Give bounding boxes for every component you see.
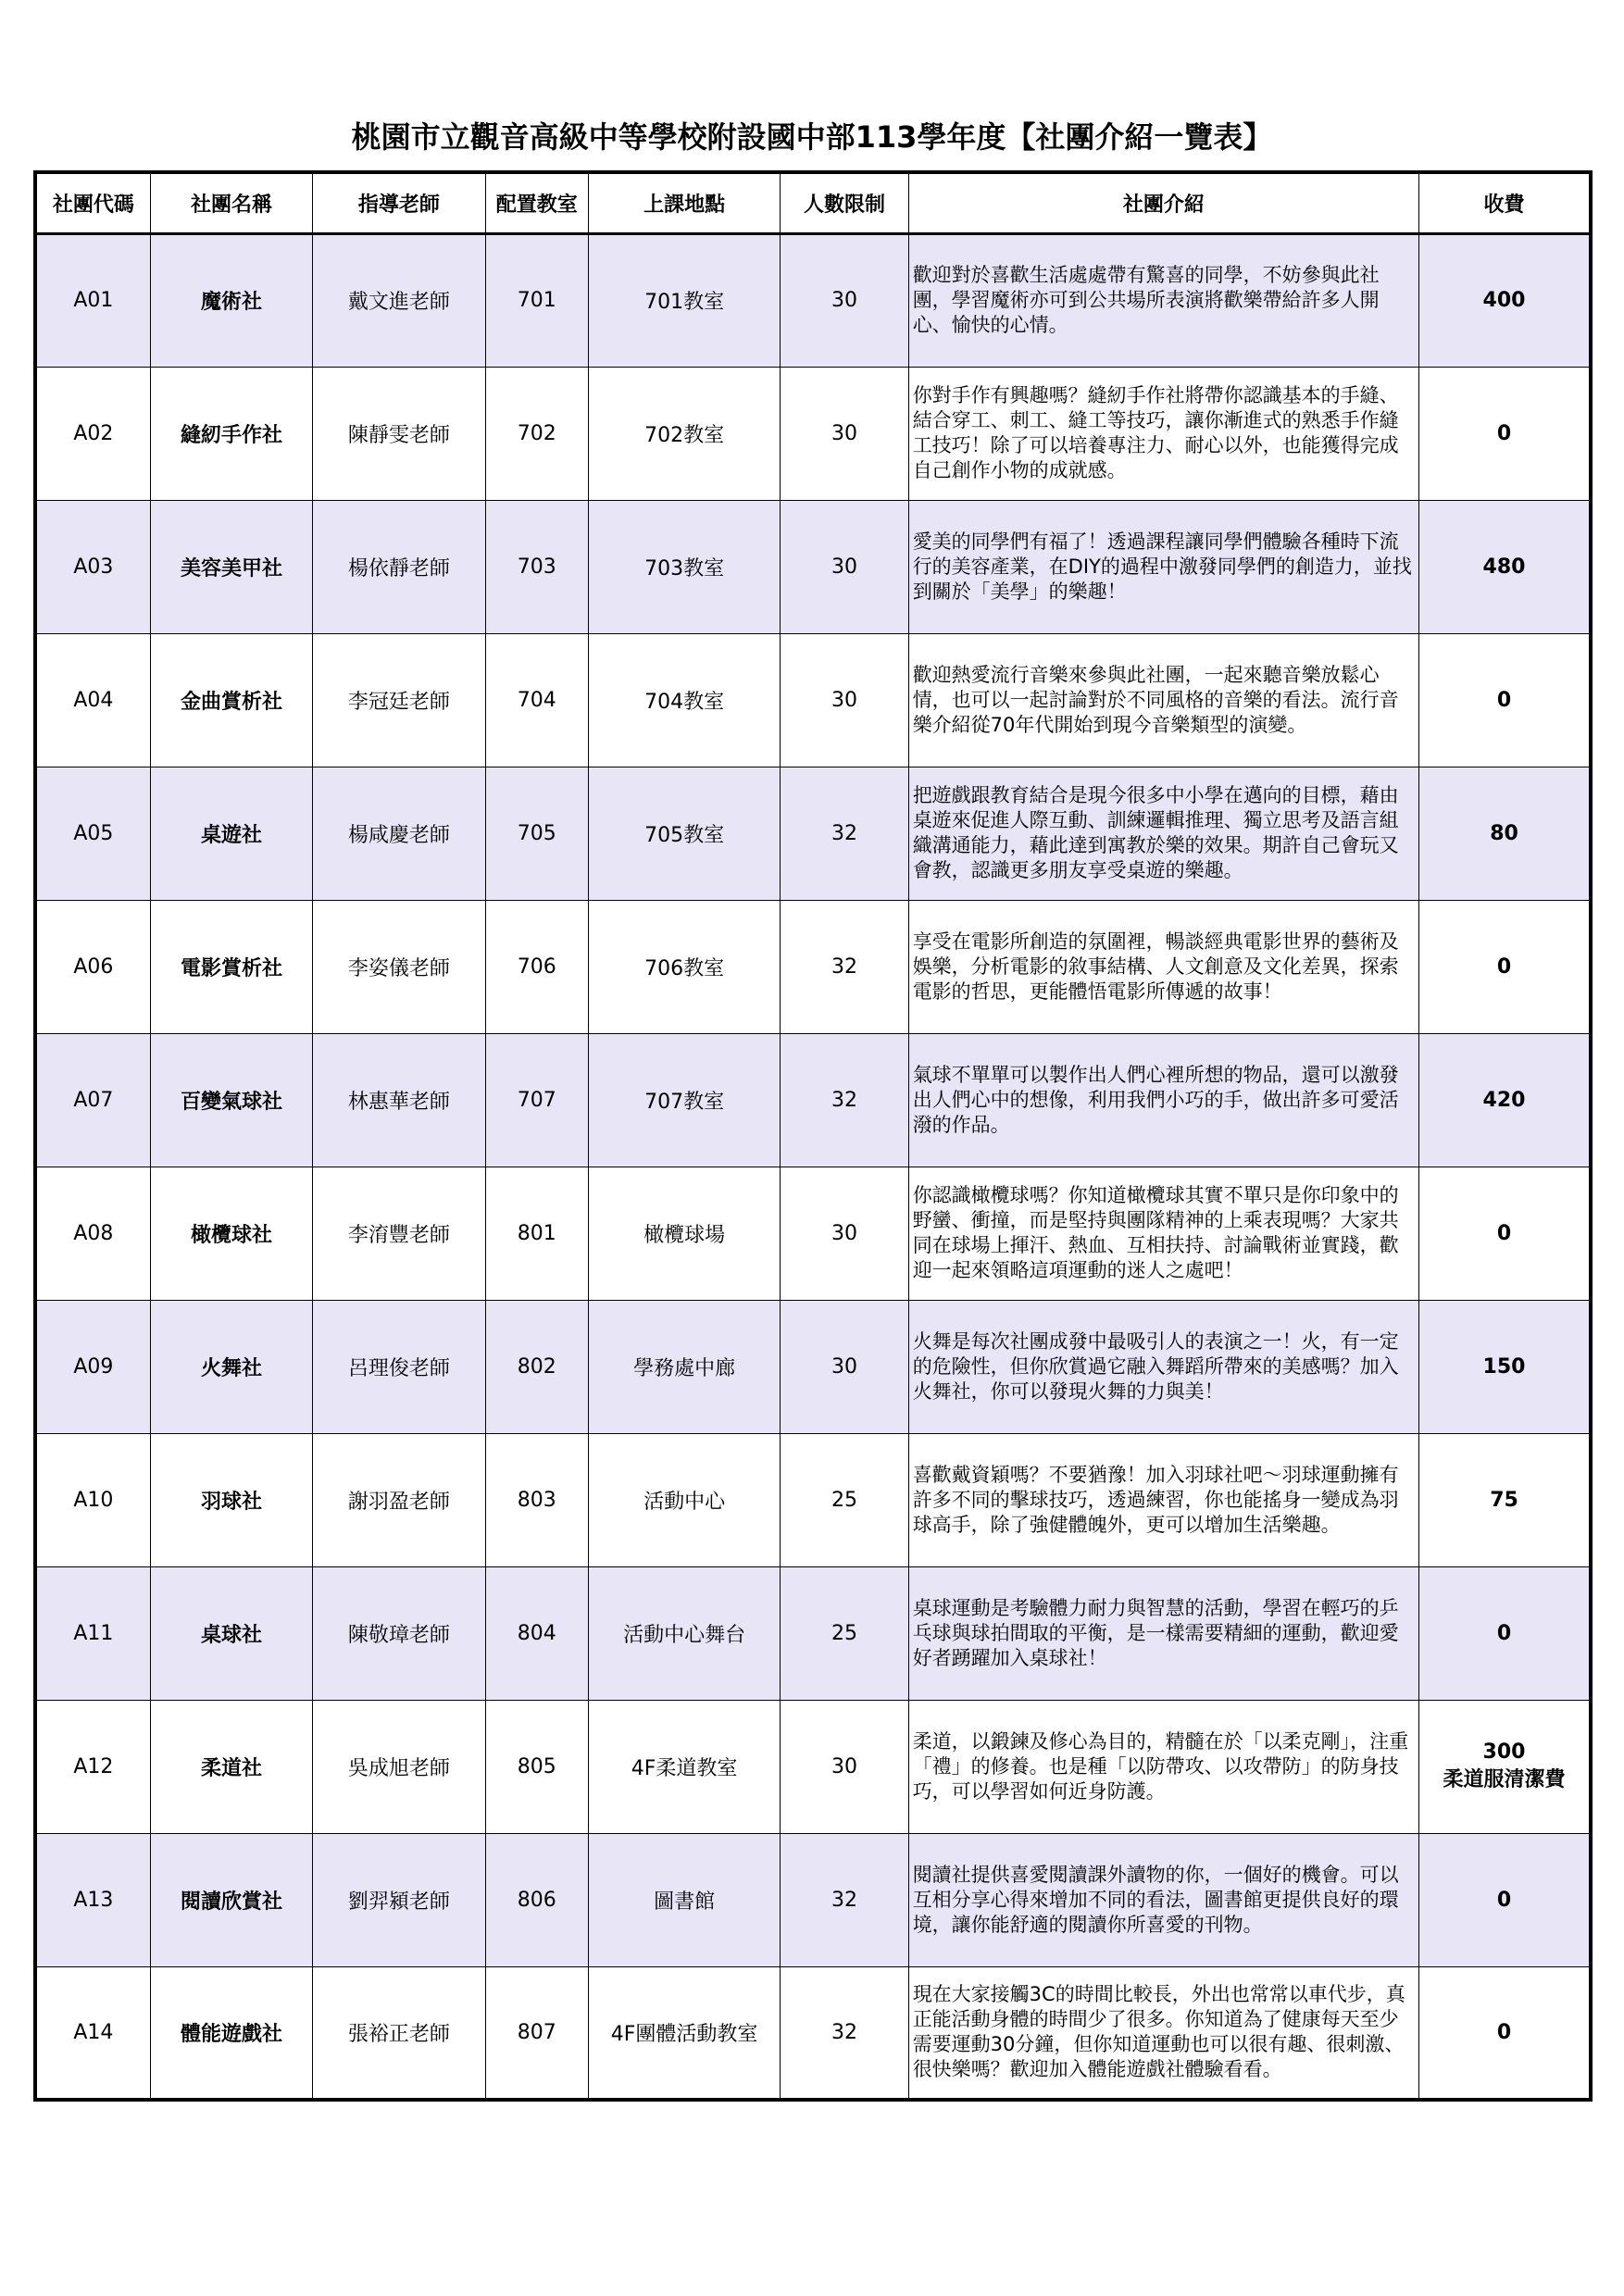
club-location: 701教室: [588, 233, 780, 367]
club-location: 學務處中廊: [588, 1300, 780, 1433]
club-name: 閱讀欣賞社: [150, 1833, 312, 1966]
club-code: A04: [35, 633, 150, 767]
club-code: A08: [35, 1167, 150, 1300]
club-fee: [1419, 1566, 1592, 1700]
header-club-code: 社團代碼: [35, 172, 150, 233]
table-row: [35, 900, 1591, 1033]
club-location: 圖書館: [588, 1833, 780, 1966]
club-fee: [1419, 1033, 1592, 1167]
club-fee-amount: 0: [1496, 1621, 1512, 1645]
club-fee-amount: 480: [1482, 555, 1526, 579]
club-location: 橄欖球場: [588, 1167, 780, 1300]
club-intro: 歡迎對於喜歡生活處處帶有驚喜的同學，不妨參與此社團，學習魔術亦可到公共場所表演將歡樂帶給許多人開心、愉快的心情。: [908, 233, 1418, 367]
club-fee: [1419, 1300, 1592, 1433]
header-location: 上課地點: [588, 172, 780, 233]
club-name: 柔道社: [150, 1700, 312, 1833]
club-intro: 桌球運動是考驗體力耐力與智慧的活動，學習在輕巧的乒乓球與球拍間取的平衡，是一樣需要精細的運動，歡迎愛好者踴躍加入桌球社！: [908, 1566, 1418, 1700]
club-intro: 柔道，以鍛鍊及修心為目的，精髓在於「以柔克剛」，注重「禮」的修養。也是種「以防帶攻、以攻帶防」的防身技巧，可以學習如何近身防護。: [908, 1700, 1418, 1833]
club-name: 火舞社: [150, 1300, 312, 1433]
club-fee-amount: 0: [1496, 2020, 1512, 2044]
club-fee: [1419, 767, 1592, 900]
club-fee-amount: 0: [1496, 1221, 1512, 1245]
club-teacher: 陳靜雯老師: [313, 367, 485, 500]
club-name: 縫紉手作社: [150, 367, 312, 500]
club-limit: 30: [781, 1300, 908, 1433]
club-teacher: 戴文進老師: [313, 233, 485, 367]
club-name: 羽球社: [150, 1433, 312, 1566]
table-row: [35, 367, 1591, 500]
club-code: A14: [35, 1966, 150, 2100]
club-name: 美容美甲社: [150, 500, 312, 633]
club-limit: 32: [781, 1033, 908, 1167]
club-teacher: 楊依靜老師: [313, 500, 485, 633]
club-limit: 30: [781, 367, 908, 500]
club-code: A12: [35, 1700, 150, 1833]
club-limit: 32: [781, 1966, 908, 2100]
club-location: 705教室: [588, 767, 780, 900]
club-code: A03: [35, 500, 150, 633]
club-fee: [1419, 1966, 1592, 2100]
club-name: 電影賞析社: [150, 900, 312, 1033]
club-limit: 30: [781, 1700, 908, 1833]
club-teacher: 李姿儀老師: [313, 900, 485, 1033]
club-teacher: 李冠廷老師: [313, 633, 485, 767]
header-fee: 收費: [1419, 172, 1592, 233]
header-intro: 社團介紹: [908, 172, 1418, 233]
table-row: [35, 633, 1591, 767]
club-room: 802: [485, 1300, 588, 1433]
club-fee: [1419, 1700, 1592, 1833]
club-room: 701: [485, 233, 588, 367]
club-code: A02: [35, 367, 150, 500]
club-room: 702: [485, 367, 588, 500]
club-room: 703: [485, 500, 588, 633]
club-intro: 閱讀社提供喜愛閱讀課外讀物的你，一個好的機會。可以互相分享心得來增加不同的看法，圖書館更提供良好的環境，讓你能舒適的閱讀你所喜愛的刊物。: [908, 1833, 1418, 1966]
club-fee: [1419, 1833, 1592, 1966]
club-limit: 30: [781, 633, 908, 767]
table-row: [35, 1433, 1591, 1566]
club-room: 807: [485, 1966, 588, 2100]
club-fee: [1419, 633, 1592, 767]
club-location: 活動中心: [588, 1433, 780, 1566]
club-teacher: 楊咸慶老師: [313, 767, 485, 900]
club-location: 活動中心舞台: [588, 1566, 780, 1700]
club-limit: 30: [781, 233, 908, 367]
club-name: 金曲賞析社: [150, 633, 312, 767]
club-code: A09: [35, 1300, 150, 1433]
club-intro: 享受在電影所創造的氛圍裡，暢談經典電影世界的藝術及娛樂，分析電影的敘事結構、人文創意及文化差異，探索電影的哲思，更能體悟電影所傳遞的故事！: [908, 900, 1418, 1033]
club-intro: 愛美的同學們有福了！透過課程讓同學們體驗各種時下流行的美容產業，在DIY的過程中激發同學們的創造力，並找到關於「美學」的樂趣！: [908, 500, 1418, 633]
club-room: 705: [485, 767, 588, 900]
table-row: [35, 1167, 1591, 1300]
club-limit: 32: [781, 767, 908, 900]
header-club-name: 社團名稱: [150, 172, 312, 233]
club-fee-amount: 75: [1490, 1488, 1518, 1512]
header-teacher: 指導老師: [313, 172, 485, 233]
club-location: 706教室: [588, 900, 780, 1033]
club-fee-note: 柔道服清潔費: [1443, 1768, 1566, 1791]
table-header-row: [35, 172, 1591, 233]
club-limit: 32: [781, 1833, 908, 1966]
club-name: 魔術社: [150, 233, 312, 367]
club-code: A06: [35, 900, 150, 1033]
club-fee-amount: 0: [1496, 1888, 1512, 1912]
club-code: A11: [35, 1566, 150, 1700]
club-teacher: 謝羽盈老師: [313, 1433, 485, 1566]
club-name: 百變氣球社: [150, 1033, 312, 1167]
club-teacher: 吳成旭老師: [313, 1700, 485, 1833]
club-location: 703教室: [588, 500, 780, 633]
club-fee-amount: 80: [1490, 821, 1518, 845]
club-code: A05: [35, 767, 150, 900]
table-row: [35, 1700, 1591, 1833]
club-intro: 把遊戲跟教育結合是現今很多中小學在邁向的目標，藉由桌遊來促進人際互動、訓練邏輯推理、獨立思考及語言組織溝通能力，藉此達到寓教於樂的效果。期許自己會玩又會教，認識更多朋友享受桌遊的樂趣。: [908, 767, 1418, 900]
club-fee-amount: 0: [1496, 421, 1512, 445]
club-room: 806: [485, 1833, 588, 1966]
club-name: 桌遊社: [150, 767, 312, 900]
club-fee-amount: 0: [1496, 955, 1512, 979]
club-limit: 32: [781, 900, 908, 1033]
club-fee: [1419, 500, 1592, 633]
club-intro: 你認識橄欖球嗎？你知道橄欖球其實不單只是你印象中的野蠻、衝撞，而是堅持與團隊精神的上乘表現嗎？大家共同在球場上揮汗、熱血、互相扶持、討論戰術並實踐，歡迎一起來領略這項運動的迷人之處吧！: [908, 1167, 1418, 1300]
club-code: A10: [35, 1433, 150, 1566]
club-room: 801: [485, 1167, 588, 1300]
page-title: 桃園市立觀音高級中等學校附設國中部113學年度【社團介紹一覽表】: [351, 119, 1273, 155]
club-room: 706: [485, 900, 588, 1033]
club-table: [33, 170, 1593, 2102]
club-intro: 火舞是每次社團成發中最吸引人的表演之一！火，有一定的危險性，但你欣賞過它融入舞蹈所帶來的美感嗎？加入火舞社，你可以發現火舞的力與美！: [908, 1300, 1418, 1433]
table-row: [35, 500, 1591, 633]
club-room: 704: [485, 633, 588, 767]
club-fee-amount: 420: [1482, 1088, 1526, 1112]
club-limit: 25: [781, 1566, 908, 1700]
table-row: [35, 1300, 1591, 1433]
club-teacher: 陳敬璋老師: [313, 1566, 485, 1700]
club-room: 803: [485, 1433, 588, 1566]
club-intro: 氣球不單單可以製作出人們心裡所想的物品，還可以激發出人們心中的想像，利用我們小巧的手，做出許多可愛活潑的作品。: [908, 1033, 1418, 1167]
club-code: A01: [35, 233, 150, 367]
club-room: 804: [485, 1566, 588, 1700]
table-row: [35, 1566, 1591, 1700]
club-fee: [1419, 367, 1592, 500]
club-teacher: 張裕正老師: [313, 1966, 485, 2100]
club-location: 704教室: [588, 633, 780, 767]
club-fee: [1419, 1433, 1592, 1566]
club-room: 805: [485, 1700, 588, 1833]
table-row: [35, 1966, 1591, 2100]
table-row: [35, 1033, 1591, 1167]
club-room: 707: [485, 1033, 588, 1167]
club-intro: 歡迎熱愛流行音樂來參與此社團，一起來聽音樂放鬆心情，也可以一起討論對於不同風格的音樂的看法。流行音樂介紹從70年代開始到現今音樂類型的演變。: [908, 633, 1418, 767]
club-fee: [1419, 233, 1592, 367]
club-location: 702教室: [588, 367, 780, 500]
header-limit: 人數限制: [781, 172, 908, 233]
club-fee: [1419, 900, 1592, 1033]
club-fee-amount: 0: [1496, 688, 1512, 712]
club-teacher: 李淯豐老師: [313, 1167, 485, 1300]
club-teacher: 林惠華老師: [313, 1033, 485, 1167]
club-limit: 30: [781, 1167, 908, 1300]
table-row: [35, 1833, 1591, 1966]
club-fee-amount: 400: [1482, 289, 1526, 312]
club-intro: 現在大家接觸3C的時間比較長，外出也常常以車代步，真正能活動身體的時間少了很多。你知道為了健康每天至少需要運動30分鐘，但你知道運動也可以很有趣、很刺激、很快樂嗎？歡迎加入體能遊戲社體驗看看。: [908, 1966, 1418, 2100]
club-fee: [1419, 1167, 1592, 1300]
club-teacher: 呂理俊老師: [313, 1300, 485, 1433]
club-code: A07: [35, 1033, 150, 1167]
table-row: [35, 233, 1591, 367]
club-location: 4F柔道教室: [588, 1700, 780, 1833]
club-location: 707教室: [588, 1033, 780, 1167]
table-row: [35, 767, 1591, 900]
club-fee-amount: 150: [1482, 1354, 1526, 1379]
club-teacher: 劉羿潁老師: [313, 1833, 485, 1966]
header-room: 配置教室: [485, 172, 588, 233]
club-name: 橄欖球社: [150, 1167, 312, 1300]
club-name: 桌球社: [150, 1566, 312, 1700]
club-intro: 喜歡戴資穎嗎？不要猶豫！加入羽球社吧～羽球運動擁有許多不同的擊球技巧，透過練習，你也能搖身一變成為羽球高手，除了強健體魄外，更可以增加生活樂趣。: [908, 1433, 1418, 1566]
club-location: 4F團體活動教室: [588, 1966, 780, 2100]
club-code: A13: [35, 1833, 150, 1966]
club-intro: 你對手作有興趣嗎？縫紉手作社將帶你認識基本的手縫、結合穿工、刺工、縫工等技巧，讓你漸進式的熟悉手作縫工技巧！除了可以培養專注力、耐心以外，也能獲得完成自己創作小物的成就感。: [908, 367, 1418, 500]
club-name: 體能遊戲社: [150, 1966, 312, 2100]
club-limit: 30: [781, 500, 908, 633]
club-limit: 25: [781, 1433, 908, 1566]
club-fee-amount: 300: [1482, 1741, 1526, 1764]
